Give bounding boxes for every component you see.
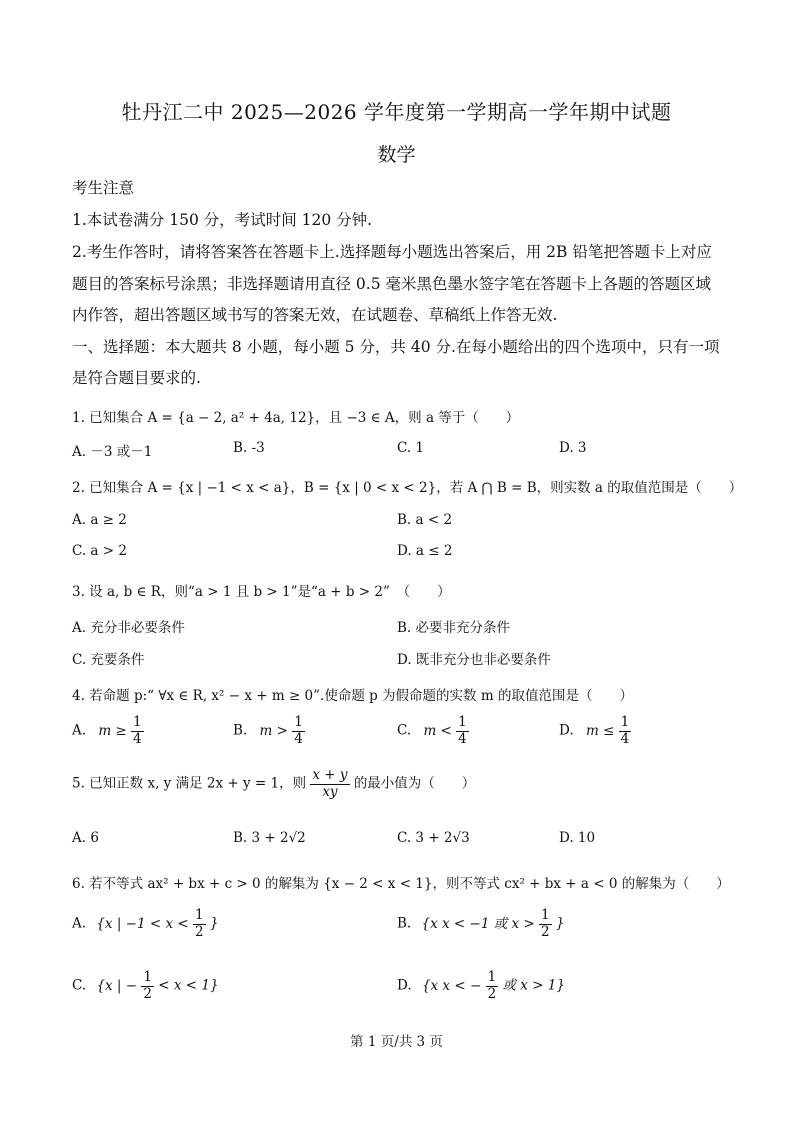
question-4-option-c xyxy=(397,715,469,747)
option-label: D. xyxy=(397,977,412,994)
option-label: A. xyxy=(72,722,87,739)
fraction-denominator: 2 xyxy=(143,985,152,1002)
question-2-option-b: B. a < 2 xyxy=(397,512,453,528)
fraction-numerator: 1 xyxy=(143,969,152,985)
option-lhs: m < xyxy=(423,722,452,739)
notice-line-2c: 内作答，超出答题区域书写的答案无效，在试题卷、草稿纸上作答无效. xyxy=(72,306,558,324)
option-label: D. xyxy=(559,722,574,739)
question-1-option-a: A. －3 或－1 xyxy=(72,444,153,460)
question-2-stem: 2. 已知集合 A = {x | −1 < x < a}，B = {x | 0 < x < 2}，若 A ⋂ B = B，则实数 a 的取值范围是（ ） xyxy=(72,480,743,496)
question-6-option-b xyxy=(397,908,565,940)
question-5-option-b: B. 3 + 2√2 xyxy=(233,830,306,846)
fraction-numerator: x + y xyxy=(312,767,348,783)
question-4-option-a xyxy=(72,715,144,747)
fraction-numerator: 1 xyxy=(133,714,142,730)
fraction xyxy=(486,970,499,1002)
question-4-option-d xyxy=(559,715,631,747)
fraction-denominator: 2 xyxy=(487,985,497,1002)
question-6-option-c xyxy=(72,970,219,1002)
fraction xyxy=(539,908,552,940)
question-4-stem: 4. 若命题 p:“ ∀x ∈ R, x² − x + m ≥ 0”.使命题 p 为假命题的实数 m 的取值范围是（ ） xyxy=(72,688,633,704)
question-6-option-d xyxy=(397,970,565,1002)
question-1-option-c: C. 1 xyxy=(397,440,425,456)
fraction-numerator: 1 xyxy=(541,907,550,923)
fraction xyxy=(456,715,469,747)
section-instructions-2: 是符合题目要求的. xyxy=(72,369,201,387)
option-set-suffix: } xyxy=(209,915,219,932)
fraction-numerator: 1 xyxy=(458,714,467,730)
fraction-denominator: 4 xyxy=(458,730,467,747)
notice-line-2b: 题目的答案标号涂黑；非选择题请用直径 0.5 毫米黑色墨水签字笔在答题卡上各题的答题区域 xyxy=(72,275,712,293)
fraction-numerator: 1 xyxy=(620,714,630,730)
question-5-option-d: D. 10 xyxy=(559,830,596,846)
option-set-prefix: {x x < −1 或 x > xyxy=(421,915,535,932)
notice-line-1: 1.本试卷满分 150 分，考试时间 120 分钟. xyxy=(72,211,373,229)
option-lhs: m > xyxy=(259,722,288,739)
question-5-stem xyxy=(72,768,475,800)
fraction xyxy=(619,715,632,747)
fraction-denominator: 4 xyxy=(294,730,303,747)
fraction-denominator: xy xyxy=(322,783,338,800)
question-3-stem: 3. 设 a, b ∈ R，则“a > 1 且 b > 1”是“a + b > 2” （ ） xyxy=(72,584,451,600)
option-label: B. xyxy=(233,722,248,739)
question-6-option-a xyxy=(72,908,218,940)
option-label: C. xyxy=(72,977,87,994)
fraction-numerator: 1 xyxy=(487,969,497,985)
question-4-option-b xyxy=(233,715,305,747)
option-set-suffix: 或 x > 1} xyxy=(502,977,565,994)
exam-title: 牡丹江二中 2025—2026 学年度第一学期高一学年期中试题 xyxy=(121,100,672,124)
option-label: B. xyxy=(397,915,412,932)
fraction-numerator: 1 xyxy=(195,907,204,923)
page-number: 第 1 页/共 3 页 xyxy=(350,1034,443,1050)
section-instructions-1: 一、选择题：本大题共 8 小题，每小题 5 分，共 40 分.在每小题给出的四个选项中，只有一项 xyxy=(72,338,720,356)
option-label: A. xyxy=(72,915,87,932)
notice-line-2a: 2.考生作答时，请将答案答在答题卡上.选择题每小题选出答案后，用 2B 铅笔把答题卡上对应 xyxy=(72,243,712,261)
question-3-option-c: C. 充要条件 xyxy=(72,652,145,668)
option-lhs: m ≥ xyxy=(98,722,127,739)
option-set-suffix: } xyxy=(555,915,565,932)
option-set-prefix: {x | − xyxy=(96,977,138,994)
option-label: C. xyxy=(397,722,412,739)
fraction-denominator: 4 xyxy=(133,730,142,747)
fraction xyxy=(310,768,349,800)
question-5-stem-suffix: 的最小值为（ ） xyxy=(353,775,476,792)
option-set-prefix: {x x < − xyxy=(421,977,482,994)
question-3-option-a: A. 充分非必要条件 xyxy=(72,620,185,636)
option-set-suffix: < x < 1} xyxy=(158,977,219,994)
question-2-option-a: A. a ≥ 2 xyxy=(72,512,127,528)
exam-subject: 数学 xyxy=(377,144,416,166)
question-5-option-c: C. 3 + 2√3 xyxy=(397,830,470,846)
question-3-option-d: D. 既非充分也非必要条件 xyxy=(397,652,551,668)
question-1-option-b: B. -3 xyxy=(233,440,265,456)
question-2-option-c: C. a > 2 xyxy=(72,543,127,559)
question-1-option-d: D. 3 xyxy=(559,440,587,456)
option-set-prefix: {x | −1 < x < xyxy=(96,915,189,932)
fraction xyxy=(292,715,305,747)
fraction xyxy=(141,970,154,1002)
fraction-denominator: 4 xyxy=(620,730,630,747)
fraction xyxy=(193,908,206,940)
question-3-option-b: B. 必要非充分条件 xyxy=(397,620,511,636)
option-lhs: m ≤ xyxy=(585,722,615,739)
question-2-option-d: D. a ≤ 2 xyxy=(397,543,453,559)
question-6-stem: 6. 若不等式 ax² + bx + c > 0 的解集为 {x − 2 < x < 1}，则不等式 cx² + bx + a < 0 的解集为（ ） xyxy=(72,876,730,892)
fraction-denominator: 2 xyxy=(541,923,550,940)
fraction-denominator: 2 xyxy=(195,923,204,940)
notice-heading: 考生注意 xyxy=(72,179,135,197)
question-5-option-a: A. 6 xyxy=(72,830,99,846)
fraction-numerator: 1 xyxy=(294,714,303,730)
question-5-stem-prefix: 5. 已知正数 x, y 满足 2x + y = 1，则 xyxy=(72,775,307,792)
question-1-stem: 1. 已知集合 A = {a − 2, a² + 4a, 12}，且 −3 ∈ A，则 a 等于（ ） xyxy=(72,410,520,426)
fraction xyxy=(131,715,144,747)
